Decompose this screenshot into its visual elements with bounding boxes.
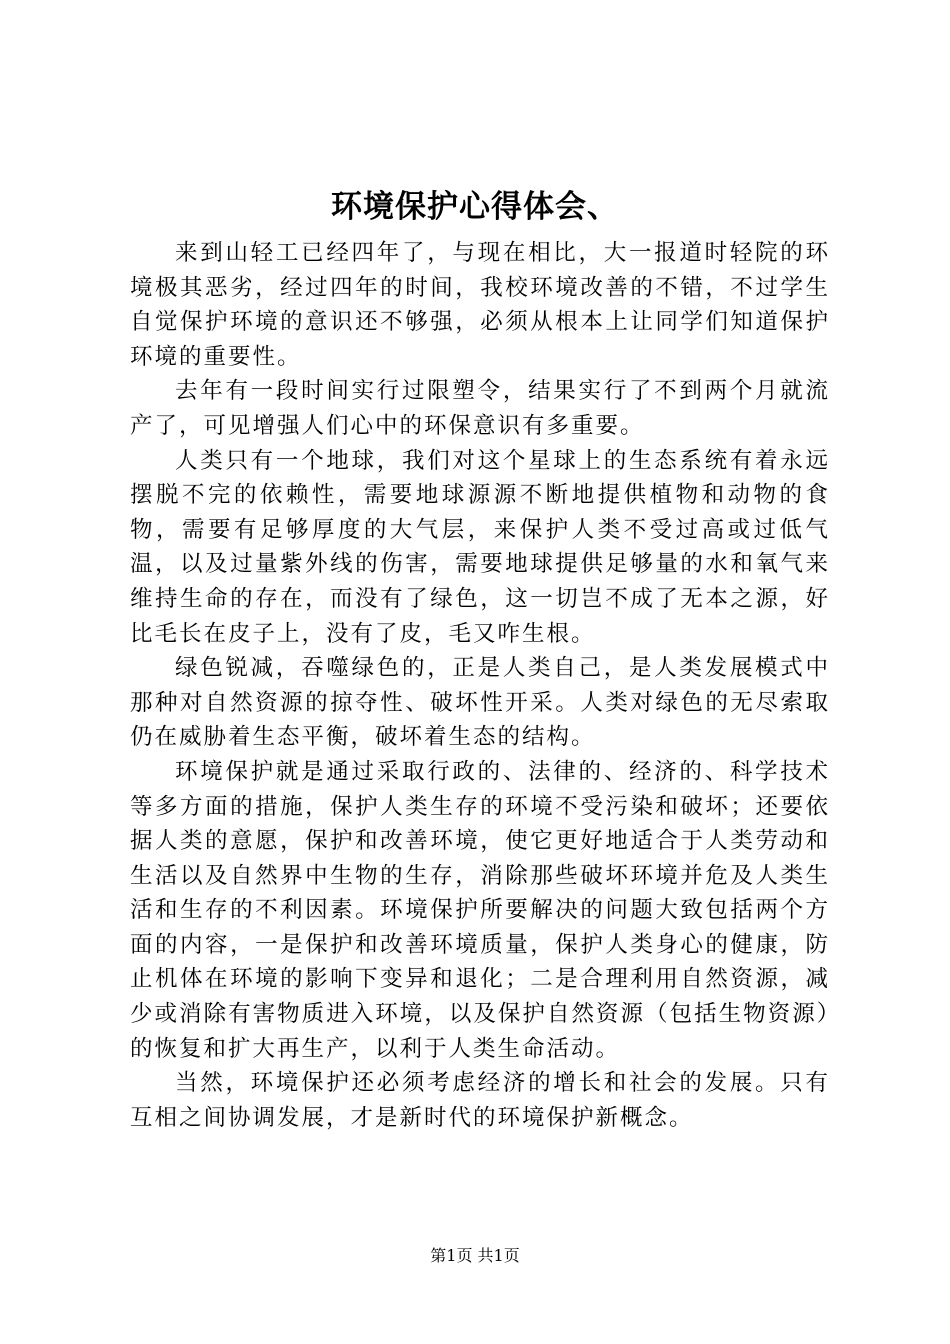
paragraph-4: 绿色锐减，吞噬绿色的，正是人类自己，是人类发展模式中那种对自然资源的掠夺性、破坏性开采。人类对绿色的无尽索取仍在威胁着生态平衡，破坏着生态的结构。 [130,655,830,751]
page-number-footer: 第1页 共1页 [430,1246,520,1265]
document-body [130,236,830,1135]
paragraph-2: 去年有一段时间实行过限塑令，结果实行了不到两个月就流产了，可见增强人们心中的环保意识有多重要。 [130,378,830,439]
paragraph-3: 人类只有一个地球，我们对这个星球上的生态系统有着永远摆脱不完的依赖性，需要地球源源不断地提供植物和动物的食物，需要有足够厚度的大气层，来保护人类不受过高或过低气温，以及过量紫外线的伤害，需要地球提供足够量的水和氧气来维持生命的存在，而没有了绿色，这一切岂不成了无本之源，好比毛长在皮子上，没有了皮，毛又咋生根。 [130,447,830,647]
paragraph-5: 环境保护就是通过采取行政的、法律的、经济的、科学技术等多方面的措施，保护人类生存的环境不受污染和破坏；还要依据人类的意愿，保护和改善环境，使它更好地适合于人类劳动和生活以及自然界中生物的生存，消除那些破坏环境并危及人类生活和生存的不利因素。环境保护所要解决的问题大致包括两个方面的内容，一是保护和改善环境质量，保护人类身心的健康，防止机体在环境的影响下变异和退化；二是合理利用自然资源，减少或消除有害物质进入环境，以及保护自然资源（包括生物资源）的恢复和扩大再生产，以利于人类生命活动。 [130,758,830,1062]
paragraph-1: 来到山轻工已经四年了，与现在相比，大一报道时轻院的环境极其恶劣，经过四年的时间，我校环境改善的不错，不过学生自觉保护环境的意识还不够强，必须从根本上让同学们知道保护环境的重要性。 [130,240,830,370]
document-title: 环境保护心得体会、 [331,189,619,225]
paragraph-6: 当然，环境保护还必须考虑经济的增长和社会的发展。只有互相之间协调发展，才是新时代的环境保护新概念。 [130,1070,830,1131]
